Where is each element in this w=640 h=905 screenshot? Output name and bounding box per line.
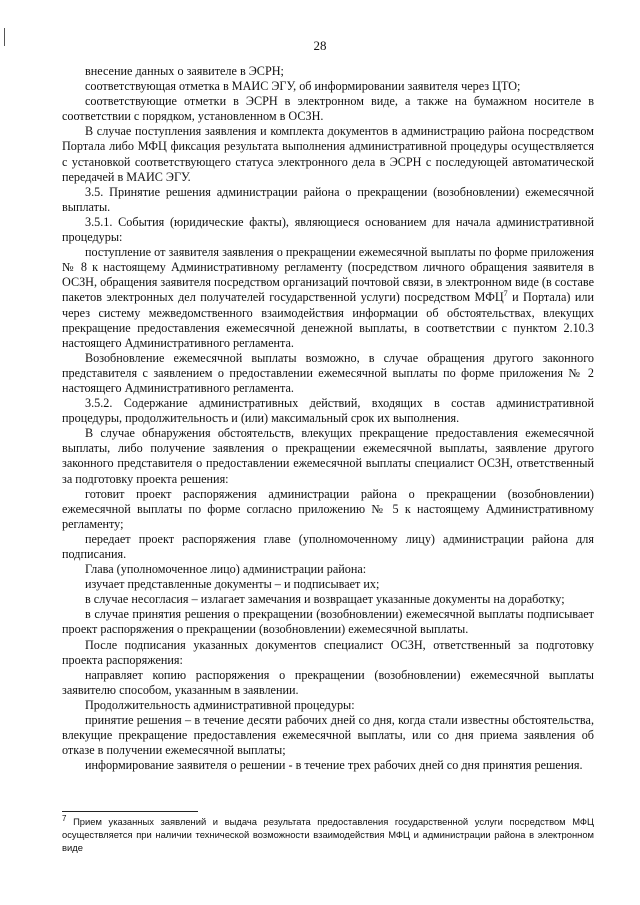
paragraph: После подписания указанных документов специалист ОСЗН, ответственный за подготовку проекта распоряжения:	[62, 637, 594, 667]
footnote-text: Прием указанных заявлений и выдача результата предоставления государственной услуги посредством МФЦ осуществляется при наличии технической возможности взаимодействия МФЦ и администрации района в электронном виде	[62, 816, 594, 853]
paragraph: соответствующая отметка в МАИС ЭГУ, об информировании заявителя через ЦТО;	[85, 79, 521, 94]
paragraph: готовит проект распоряжения администрации района о прекращении (возобновлении) ежемесячной выплаты по форме согласно приложению № 5 к настоящему Административному регламенту;	[62, 486, 594, 531]
paragraph: Продолжительность административной процедуры:	[85, 697, 355, 712]
paragraph: В случае обнаружения обстоятельств, влекущих прекращение предоставления ежемесячной выплаты, либо получение заявления о прекращении ежемесячной выплаты, заявление другого законного представителя о предоставлении ежемесячной выплаты специалист ОСЗН, ответственный за подготовку проекта решения:	[62, 426, 594, 486]
section-heading-3-5-1: 3.5.1. События (юридические факты), являющиеся основанием для начала административной процедуры:	[62, 214, 594, 245]
paragraph: Глава (уполномоченное лицо) администрации района:	[85, 562, 367, 577]
footnote-separator	[62, 811, 198, 812]
body-text	[62, 64, 594, 773]
paragraph	[62, 245, 594, 351]
paragraph: соответствующие отметки в ЭСРН в электронном виде, а также на бумажном носителе в соответствии с порядком, установленном в ОСЗН.	[62, 94, 594, 124]
page-number: 28	[313, 38, 327, 53]
paragraph: направляет копию распоряжения о прекращении (возобновлении) ежемесячной выплаты заявителю способом, указанным в заявлении.	[62, 667, 594, 697]
paragraph: информирование заявителя о решении - в течение трех рабочих дней со дня принятия решения.	[85, 758, 583, 773]
paragraph: передает проект распоряжения главе (уполномоченному лицу) администрации района для подписания.	[62, 531, 594, 561]
footnote	[62, 815, 594, 854]
paragraph: В случае поступления заявления и комплекта документов в администрацию района посредством Портала либо МФЦ фиксация результата выполнения административной процедуры осуществляется с установкой соответствующего статуса электронного дела в ЭСРН с последующей автоматической передачей в МАИС ЭГУ.	[62, 124, 594, 184]
paragraph: изучает представленные документы – и подписывает их;	[85, 577, 380, 592]
paragraph-part: и Портала) или через систему межведомственного взаимодействия информации об обстоятельствах, влекущих прекращение предоставления ежемесячной денежной выплаты, в соответствии с пунктом 2.10.3 настоящего Административного регламента.	[62, 290, 594, 350]
paragraph: внесение данных о заявителе в ЭСРН;	[85, 64, 284, 78]
paragraph: в случае принятия решения о прекращении (возобновлении) ежемесячной выплаты подписывает проект распоряжения о прекращении (возобновлении) ежемесячной выплаты.	[62, 607, 594, 637]
section-heading-3-5-2: 3.5.2. Содержание административных действий, входящих в состав административной процедуры, продолжительность и (или) максимальный срок их выполнения.	[62, 396, 594, 426]
paragraph: Возобновление ежемесячной выплаты возможно, в случае обращения другого законного представителя с заявлением о предоставлении ежемесячной выплаты по форме приложения № 2 настоящего Административного регламента.	[62, 350, 594, 395]
footnote-marker: 7	[62, 813, 67, 823]
paragraph-part: поступление от заявителя заявления о прекращении ежемесячной выплаты по форме приложения № 8 к настоящему Административному регламенту (посредством личного обращения заявителя в ОСЗН, обращения заявителя посредством организаций почтовой связи, в электронном виде (в составе пакетов электронных дел получателей государственной услуги) посредством МФЦ	[62, 245, 594, 305]
footnote-reference: 7	[503, 289, 508, 299]
paragraph: принятие решения – в течение десяти рабочих дней со дня, когда стали известны обстоятельства, влекущие прекращение предоставления ежемесячной выплаты, или со дня приема заявления об отказе в получении ежемесячной выплаты;	[62, 713, 594, 758]
paragraph: в случае несогласия – излагает замечания и возвращает указанные документы на доработку;	[85, 592, 565, 607]
section-heading-3-5: 3.5. Принятие решения администрации района о прекращении (возобновлении) ежемесячной выплаты.	[62, 184, 594, 214]
